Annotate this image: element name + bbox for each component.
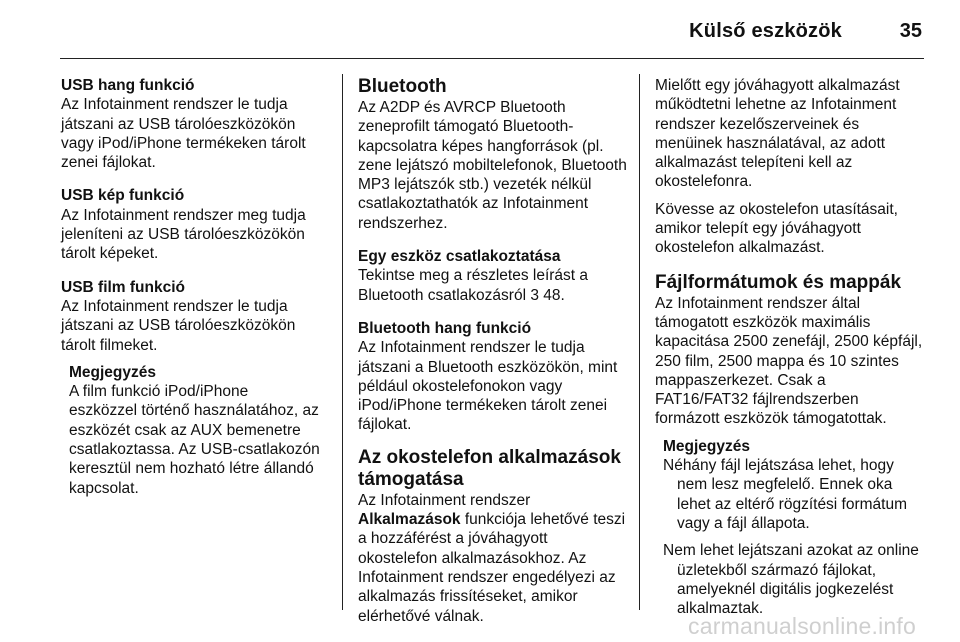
apps-text-start: Az Infotainment rendszer — [358, 491, 531, 509]
paragraph-apps-install: Mielőtt egy jóváhagyott alkalmazást működtetni lehetne az Infotainment rendszer kezelőszerveinek és menüinek használatával, az adott alkalmazást telepíteni kell az okostelefonra. — [655, 77, 900, 191]
paragraph-connect-device — [358, 266, 628, 305]
heading-usb-film: USB film funkció — [61, 278, 186, 296]
page-reference-link[interactable]: 3 48. — [530, 286, 565, 304]
section-usb-film — [61, 278, 331, 355]
watermark: carmanualsonline.info — [688, 613, 916, 639]
note-box — [663, 437, 923, 619]
note-text-body: eszközzel történő használatához, az eszközét csak az AUX bemenetre csatlakoztassa. Az USB-csatlakozón keresztül nem hozható létre állandó kapcsolat. — [69, 402, 320, 497]
heading-connect-device: Egy eszköz csatlakoztatása — [358, 248, 561, 266]
heading-usb-audio: USB hang funkció — [61, 77, 195, 94]
heading-smartphone-apps: Az okostelefon alkalmazások támogatása — [358, 446, 621, 490]
paragraph-file-formats: Az Infotainment rendszer által támogatott eszközök maximális kapacitása 2500 zenefájl, 2500 képfájl, 250 film, 2500 mappa és 10 szintes mappaszerkezet. Csak a FAT16/FAT32 fájlrendszerben formázott eszközök támogatottak. — [655, 294, 923, 428]
note-paragraph: Néhány fájl lejátszása lehet, hogy nem lesz megfelelő. Ennek oka lehet az eltérő rögzítési formátum vagy a fájl állapota. — [663, 457, 908, 532]
paragraph-usb-image: Az Infotainment rendszer meg tudja jeleníteni az USB tárolóeszközökön tárolt képeket. — [61, 206, 306, 263]
paragraph-smartphone-apps — [358, 491, 628, 626]
column-middle — [358, 76, 628, 640]
note-first-line: A film funkció iPod/iPhone — [69, 383, 249, 401]
note-box — [69, 363, 331, 498]
paragraph-bluetooth: Az A2DP és AVRCP Bluetooth zeneprofilt támogató Bluetooth-kapcsolatra képes hangforrások (pl. zene lejátszó mobiltelefonok, Bluetooth MP3 lejátszók stb.) vezeték nélkül csatlakoztathatók az Infotainment rendszerhez. — [358, 99, 627, 232]
header-rule — [60, 58, 924, 59]
section-connect-device — [358, 247, 628, 305]
apps-text-end: funkciója lehetővé teszi a hozzáférést a jóváhagyott okostelefon alkalmazásokhoz. Az Infotainment rendszer engedélyezi az alkalmazás frissítéseket, amikor elérhetővé válnak. — [358, 511, 626, 625]
heading-bluetooth: Bluetooth — [358, 76, 447, 97]
heading-usb-image: USB kép funkció — [61, 187, 185, 205]
page-header — [0, 0, 960, 58]
connect-text: Tekintse meg a részletes leírást a Bluetooth csatlakozásról — [358, 267, 589, 304]
apps-menu-term: Alkalmazások — [358, 511, 461, 529]
paragraph-usb-audio: Az Infotainment rendszer le tudja játszani az USB tárolóeszközökön vagy iPod/iPhone termékeken tárolt zenei fájlokat. — [61, 96, 306, 172]
column-divider — [342, 74, 343, 610]
paragraph-bluetooth-audio: Az Infotainment rendszer le tudja játszani a Bluetooth eszközökön, mint például okostelefonokon vagy iPod/iPhone termékeken tárolt zenei fájlokat. — [358, 339, 618, 434]
section-smartphone-apps — [358, 447, 628, 626]
note-heading: Megjegyzés — [663, 437, 751, 455]
column-right — [655, 76, 923, 618]
section-bluetooth — [358, 76, 628, 233]
paragraph-apps-follow: Kövesse az okostelefon utasításait, amikor telepít egy jóváhagyott okostelefon alkalmazást. — [655, 200, 898, 257]
paragraph-usb-film: Az Infotainment rendszer le tudja játszani az USB tárolóeszközökön tárolt filmeket. — [61, 297, 296, 354]
section-bluetooth-audio — [358, 319, 628, 435]
heading-bluetooth-audio: Bluetooth hang funkció — [358, 319, 532, 337]
chapter-title: Külső eszközök — [689, 20, 842, 42]
section-usb-image — [61, 186, 331, 263]
page-number: 35 — [899, 20, 922, 42]
section-file-formats — [655, 272, 923, 429]
column-left — [61, 76, 331, 498]
section-usb-audio — [61, 76, 331, 172]
column-divider — [639, 74, 640, 610]
note-text — [55, 401, 331, 497]
note-paragraph: Nem lehet lejátszani azokat az online üzletekből származó fájlokat, amelyeknél digitális jogkezelést alkalmaztak. — [663, 542, 919, 618]
heading-file-formats: Fájlformátumok és mappák — [655, 271, 902, 293]
note-heading: Megjegyzés — [69, 363, 157, 381]
